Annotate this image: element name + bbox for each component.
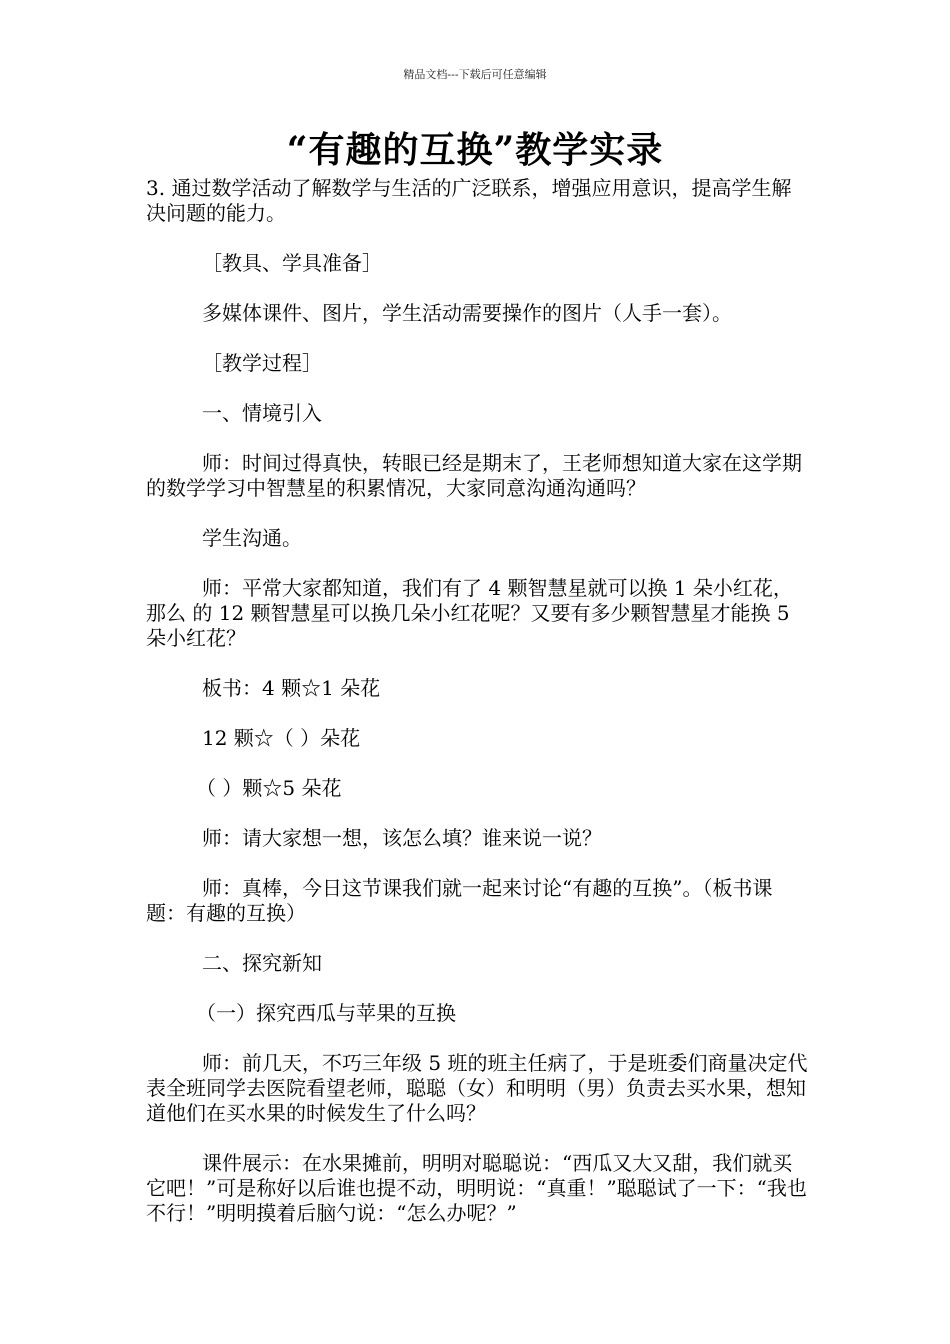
paragraph-objective-3: 3. 通过数学活动了解数学与生活的广泛联系，增强应用意识，提高学生解决问题的能力。 [146,176,792,225]
paragraph-courseware: 课件展示：在水果摊前，明明对聪聪说：“西瓜又大又甜，我们就买它吧！”可是称好以后谁也提不动，明明说：“真重！”聪聪试了一下：“我也不行！”明明摸着后脑勺说：“怎么办呢？” [146,1151,807,1225]
paragraph-teacher-3: 师：请大家想一想，该怎么填？谁来说一说？ [202,826,602,850]
paragraph-teacher-4: 师：真棒，今日这节课我们就一起来讨论“有趣的互换”。（板书课题：有趣的互换） [146,876,773,925]
section-heading-intro: 一、情境引入 [202,401,322,425]
paragraph-teacher-5: 师：前几天，不巧三年级 5 班的班主任病了，于是班委们商量决定代表全班同学去医院看望老师，聪聪（女）和明明（男）负责去买水果，想知道他们在买水果的时候发生了什么吗？ [146,1051,808,1125]
board-line-2: 12 颗☆（ ）朵花 [202,726,361,750]
subsection-heading-watermelon: （一）探究西瓜与苹果的互换 [196,1001,456,1025]
document-title: “有趣的互换”教学实录 [286,129,664,171]
board-line-3: （ ）颗☆5 朵花 [196,776,342,800]
page-header: 精品文档---下载后可任意编辑 [403,68,547,81]
section-heading-materials: ［教具、学具准备］ [202,251,382,275]
section-heading-explore: 二、探究新知 [202,951,322,975]
document-body [146,176,810,1226]
paragraph-teacher-1: 师：时间过得真快，转眼已经是期末了，王老师想知道大家在这学期的数学学习中智慧星的积累情况，大家同意沟通沟通吗？ [146,451,802,500]
paragraph-teacher-2: 师：平常大家都知道，我们有了 4 颗智慧星就可以换 1 朵小红花，那么 的 12 颗智慧星可以换几朵小红花呢？又要有多少颗智慧星才能换 5 朵小红花？ [146,576,793,650]
paragraph-students-1: 学生沟通。 [202,526,302,550]
board-line-1: 板书：4 颗☆1 朵花 [202,676,381,700]
paragraph-materials: 多媒体课件、图片，学生活动需要操作的图片（人手一套）。 [202,301,732,325]
section-heading-process: ［教学过程］ [202,351,322,375]
